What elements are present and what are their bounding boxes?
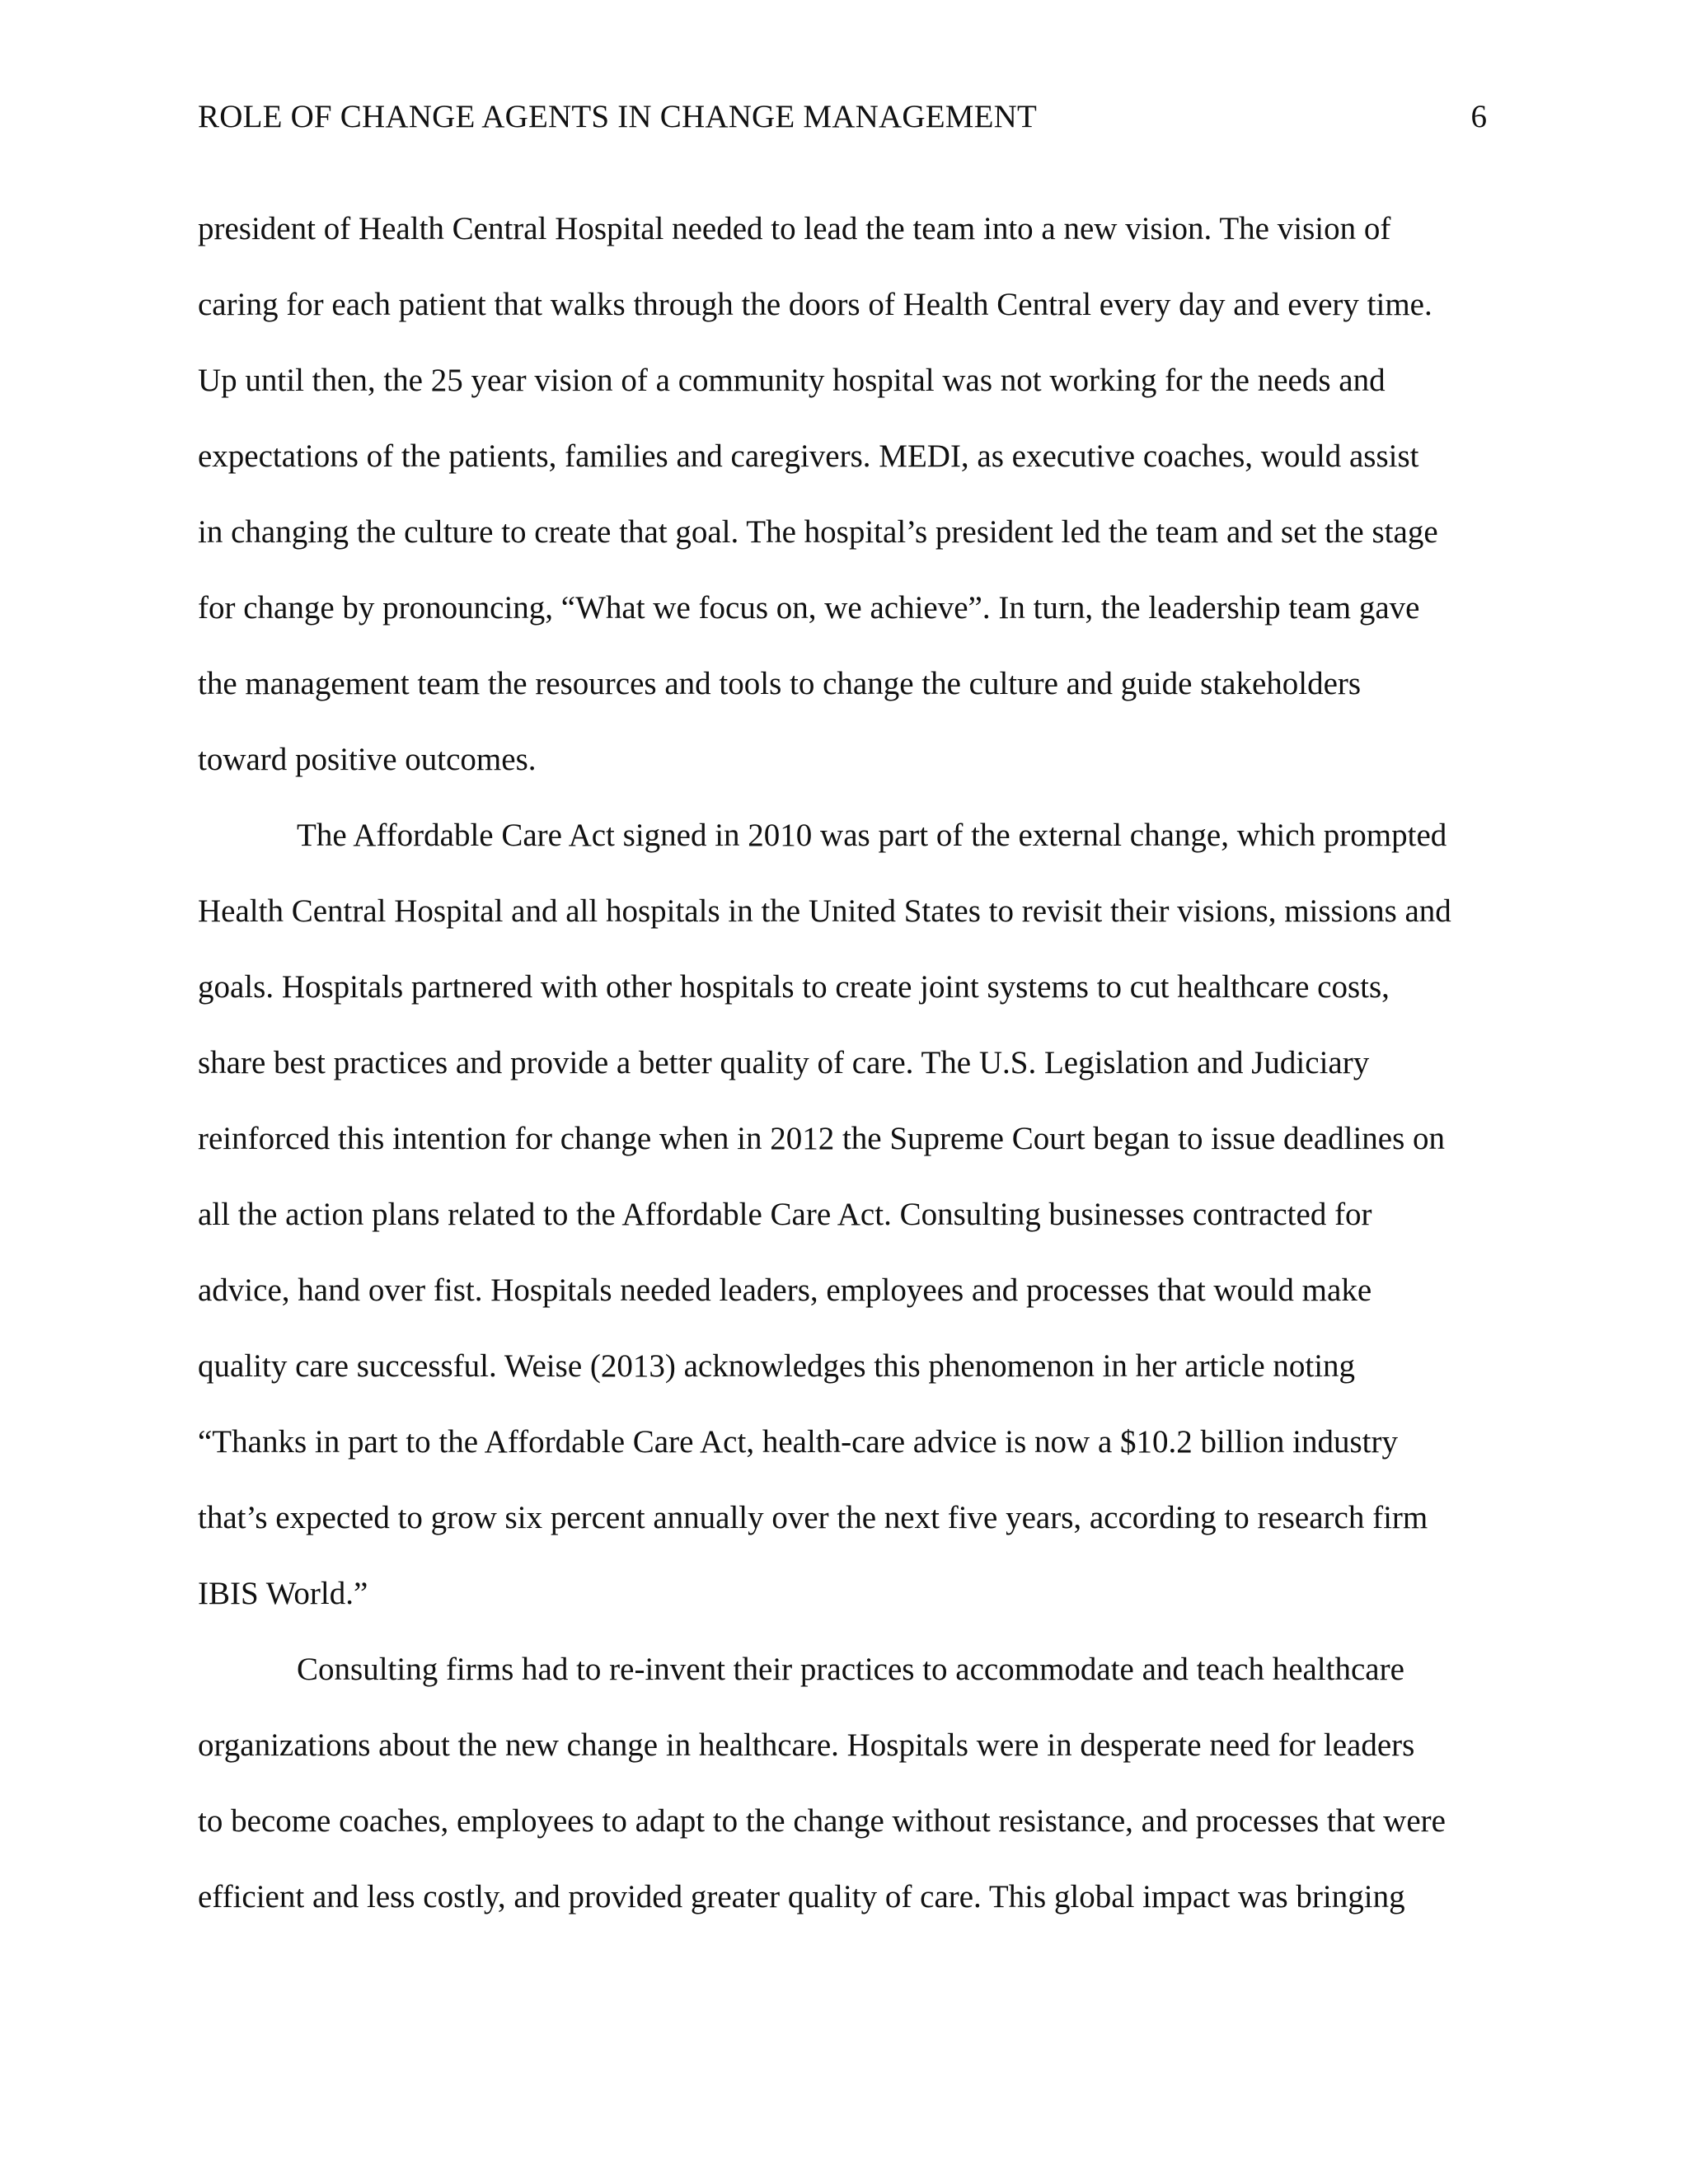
- text-line: “Thanks in part to the Affordable Care Act, health-care advice is now a $10.2 billion industry: [198, 1424, 1398, 1460]
- body-text: [198, 206, 1508, 1950]
- text-line: organizations about the new change in healthcare. Hospitals were in desperate need for leaders: [198, 1727, 1415, 1763]
- text-line: for change by pronouncing, “What we focus on, we achieve”. In turn, the leadership team gave: [198, 590, 1420, 626]
- text-line: expectations of the patients, families and caregivers. MEDI, as executive coaches, would assist: [198, 438, 1419, 474]
- running-head-title: ROLE OF CHANGE AGENTS IN CHANGE MANAGEMENT: [198, 99, 1038, 134]
- text-line: in changing the culture to create that goal. The hospital’s president led the team and set the stage: [198, 514, 1438, 550]
- paragraph-first-line: Consulting firms had to re-invent their practices to accommodate and teach healthcare: [297, 1652, 1404, 1687]
- text-line: that’s expected to grow six percent annually over the next five years, according to research firm: [198, 1500, 1428, 1535]
- text-line: reinforced this intention for change when in 2012 the Supreme Court began to issue deadlines on: [198, 1121, 1446, 1156]
- text-line: Up until then, the 25 year vision of a community hospital was not working for the needs and: [198, 363, 1386, 398]
- text-line: advice, hand over fist. Hospitals needed leaders, employees and processes that would make: [198, 1272, 1372, 1308]
- running-head: [198, 96, 1487, 138]
- text-line: goals. Hospitals partnered with other hospitals to create joint systems to cut healthcare costs,: [198, 969, 1390, 1005]
- text-line: share best practices and provide a better quality of care. The U.S. Legislation and Judiciary: [198, 1045, 1370, 1080]
- text-line: caring for each patient that walks through the doors of Health Central every day and every time.: [198, 287, 1432, 322]
- text-line: efficient and less costly, and provided greater quality of care. This global impact was bringing: [198, 1879, 1405, 1915]
- text-line: president of Health Central Hospital needed to lead the team into a new vision. The vision of: [198, 211, 1391, 246]
- text-line: Health Central Hospital and all hospitals in the United States to revisit their visions, missions and: [198, 893, 1451, 929]
- text-line: the management team the resources and tools to change the culture and guide stakeholders: [198, 666, 1362, 701]
- paragraph-first-line: The Affordable Care Act signed in 2010 was part of the external change, which prompted: [297, 818, 1447, 853]
- text-line: all the action plans related to the Affordable Care Act. Consulting businesses contracted for: [198, 1197, 1372, 1232]
- text-line: quality care successful. Weise (2013) acknowledges this phenomenon in her article noting: [198, 1348, 1356, 1384]
- text-line: to become coaches, employees to adapt to the change without resistance, and processes that were: [198, 1803, 1446, 1839]
- page-number: 6: [1470, 99, 1487, 134]
- text-line: toward positive outcomes.: [198, 742, 537, 777]
- text-line: IBIS World.”: [198, 1576, 368, 1611]
